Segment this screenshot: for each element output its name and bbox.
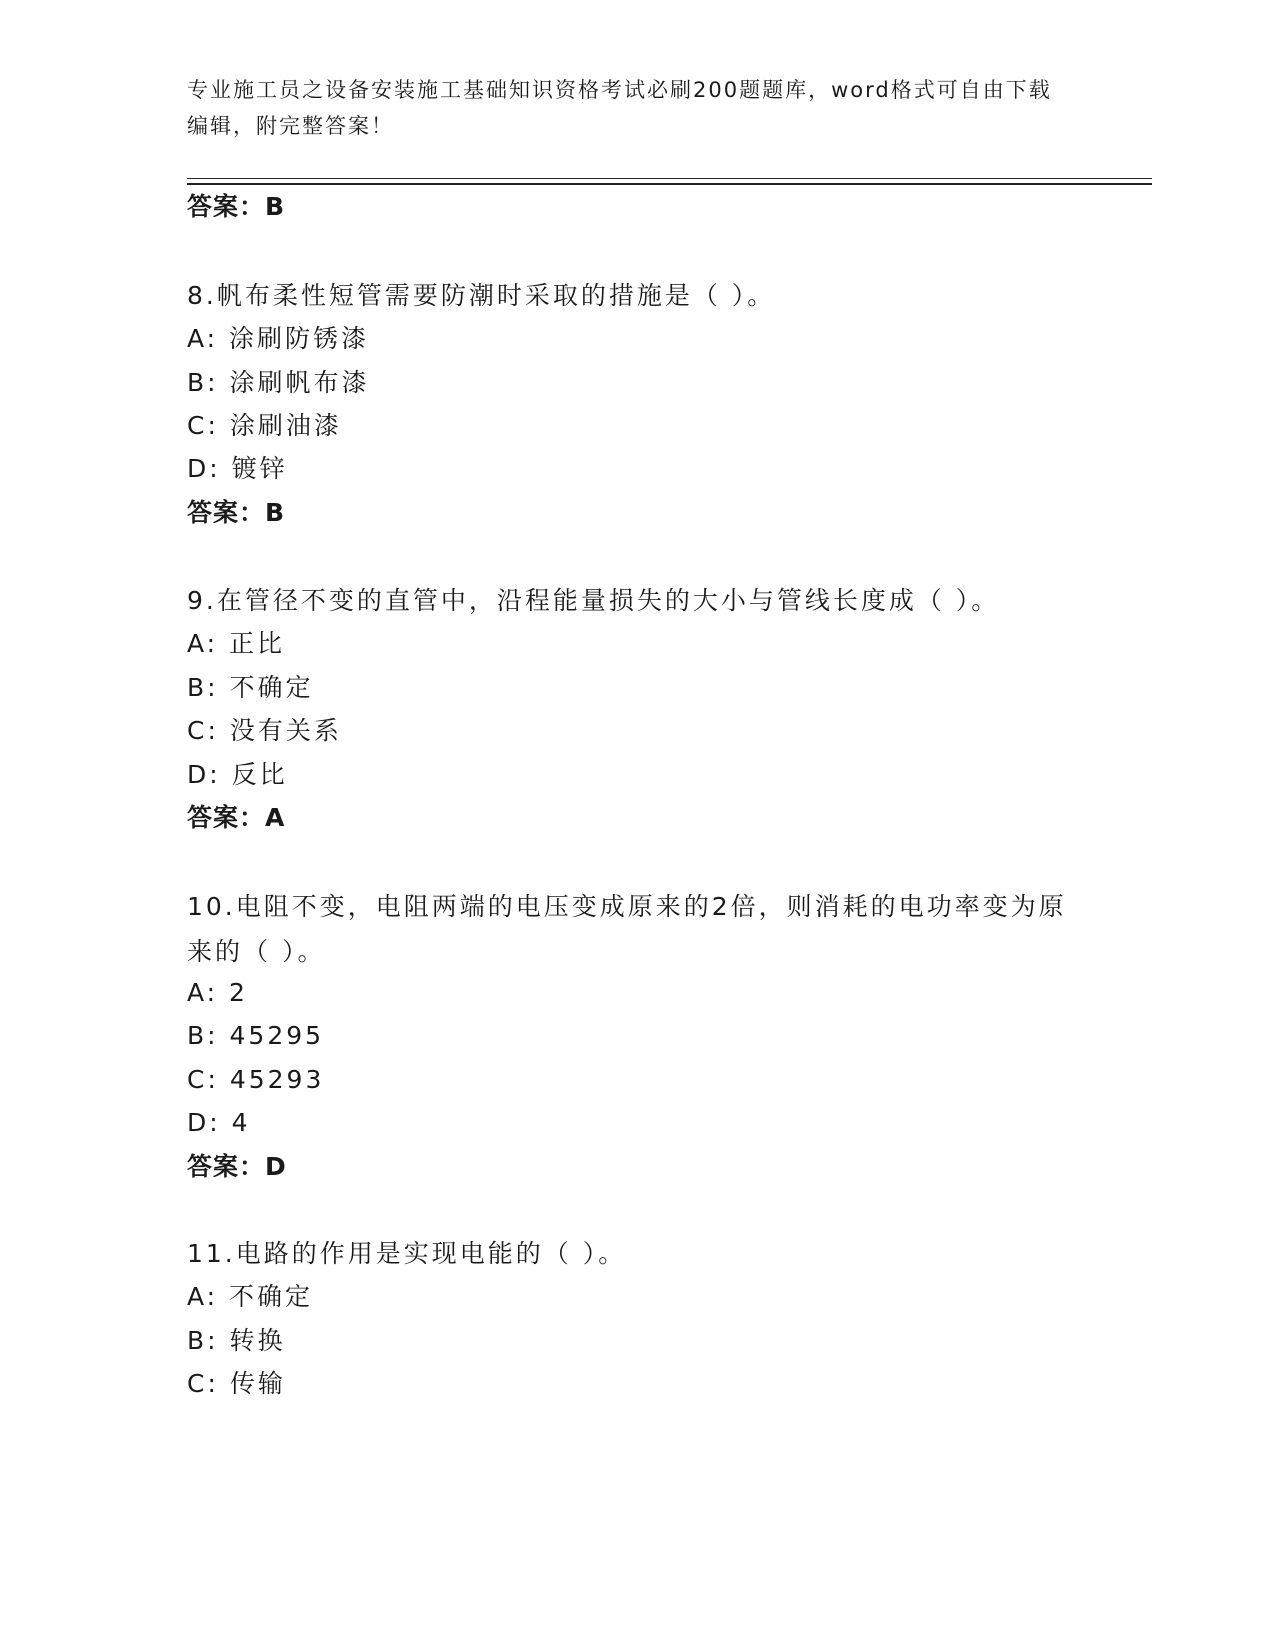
option-a: A: 不确定	[187, 1282, 314, 1311]
question-text: 11.电路的作用是实现电能的（ ）。	[187, 1239, 627, 1268]
option-d: D: 反比	[187, 760, 288, 789]
answer-line: 答案：A	[187, 803, 286, 832]
option-b: B: 45295	[187, 1021, 325, 1050]
option-a: A: 正比	[187, 629, 286, 658]
option-c: C: 涂刷油漆	[187, 411, 342, 440]
option-c: C: 传输	[187, 1369, 286, 1398]
option-b: B: 转换	[187, 1326, 286, 1355]
option-c: C: 没有关系	[187, 716, 342, 745]
option-b: B: 涂刷帆布漆	[187, 368, 370, 397]
answer-line: 答案：B	[187, 498, 286, 527]
answer-line: 答案：D	[187, 1152, 287, 1181]
option-c: C: 45293	[187, 1065, 325, 1094]
option-d: D: 镀锌	[187, 454, 288, 483]
option-b: B: 不确定	[187, 673, 314, 702]
option-d: D: 4	[187, 1108, 251, 1137]
option-a: A: 2	[187, 978, 248, 1007]
header-divider-thick	[187, 183, 1152, 185]
question-text: 9.在管径不变的直管中，沿程能量损失的大小与管线长度成（ ）。	[187, 586, 1000, 615]
option-a: A: 涂刷防锈漆	[187, 324, 370, 353]
question-text: 8.帆布柔性短管需要防潮时采取的措施是（ ）。	[187, 281, 776, 310]
document-header: 专业施工员之设备安装施工基础知识资格考试必刷200题题库，word格式可自由下载编辑，附完整答案！	[187, 78, 1052, 138]
question-text: 10.电阻不变，电阻两端的电压变成原来的2倍，则消耗的电功率变为原来的（ ）。	[187, 892, 1067, 966]
header-divider-thin	[187, 178, 1152, 179]
answer-line: 答案：B	[187, 192, 286, 221]
